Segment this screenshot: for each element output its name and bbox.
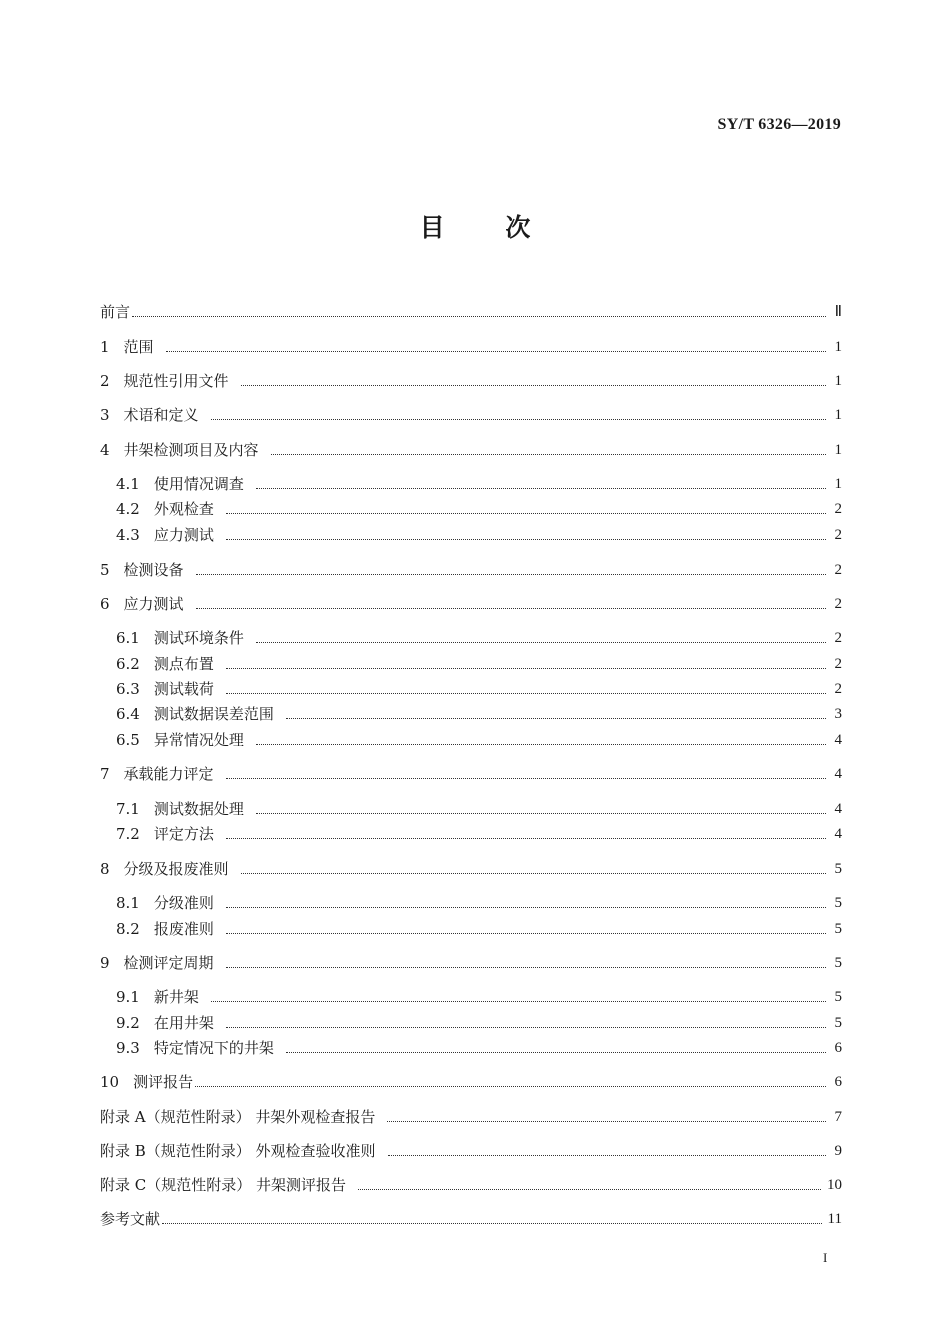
toc-entry-page: Ⅱ <box>834 304 842 320</box>
toc-entry-label: 报废准则 <box>153 920 214 938</box>
toc-entry-8-2[interactable] <box>116 918 842 940</box>
toc-entry-number: 6.2 <box>116 655 140 673</box>
dot-leader <box>286 1051 826 1053</box>
toc-entry-page: 2 <box>834 527 842 543</box>
toc-entry-page: 4 <box>834 766 842 782</box>
toc-entry-label: 前言 <box>100 303 131 321</box>
toc-entry-number: 6 <box>100 595 110 613</box>
dot-leader <box>241 872 826 874</box>
toc-entry-number: 4 <box>100 441 110 459</box>
toc-entry-page: 2 <box>834 656 842 672</box>
toc-entry-number: 3 <box>100 406 110 424</box>
toc-entry-page: 2 <box>834 630 842 646</box>
toc-entry-page: 5 <box>834 989 842 1005</box>
toc-entry-number: 6.4 <box>116 705 140 723</box>
toc-entry-appendix-a[interactable] <box>100 1106 842 1128</box>
toc-entry-6-5[interactable] <box>116 729 842 751</box>
toc-entry-page: 6 <box>834 1074 842 1090</box>
toc-entry-9-2[interactable] <box>116 1012 842 1034</box>
toc-entry-page: 5 <box>834 921 842 937</box>
toc-entry-label: 外观检查 <box>153 500 214 518</box>
toc-entry-label: 井架检测项目及内容 <box>123 441 259 459</box>
toc-entry-label: 使用情况调查 <box>153 475 244 493</box>
toc-entry-4-3[interactable] <box>116 524 842 546</box>
toc-entry-page: 1 <box>834 442 842 458</box>
toc-entry-number: 4.2 <box>116 500 140 518</box>
toc-entry-number: 4.3 <box>116 526 140 544</box>
toc-entry-label: 附录 C（规范性附录） 井架测评报告 <box>100 1176 347 1194</box>
toc-entry-page: 2 <box>834 562 842 578</box>
toc-entry-6-2[interactable] <box>116 653 842 675</box>
title-char-2: 次 <box>505 213 531 242</box>
dot-leader <box>226 966 826 968</box>
toc-entry-6[interactable] <box>100 593 842 615</box>
dot-leader <box>256 487 826 489</box>
dot-leader <box>226 932 826 934</box>
toc-entry-appendix-b[interactable] <box>100 1140 842 1162</box>
toc-entry-7-2[interactable] <box>116 823 842 845</box>
toc-entry-label: 参考文献 <box>100 1210 161 1228</box>
toc-entry-7[interactable] <box>100 763 842 785</box>
toc-entry-label: 测试环境条件 <box>153 629 244 647</box>
toc-entry-label: 测评报告 <box>133 1073 194 1091</box>
dot-leader <box>387 1120 826 1122</box>
toc-entry-4-2[interactable] <box>116 498 842 520</box>
toc-entry-page: 4 <box>834 826 842 842</box>
toc-entry-label: 评定方法 <box>153 825 214 843</box>
toc-entry-foreword[interactable] <box>100 301 842 323</box>
toc-entry-label: 测试数据误差范围 <box>153 705 274 723</box>
toc-entry-page: 5 <box>834 1015 842 1031</box>
toc-entry-label: 异常情况处理 <box>153 731 244 749</box>
toc-entry-9-1[interactable] <box>116 986 842 1008</box>
toc-entry-1[interactable] <box>100 336 842 358</box>
toc-entry-6-4[interactable] <box>116 703 842 725</box>
dot-leader <box>256 743 826 745</box>
dot-leader <box>196 573 826 575</box>
toc-entry-label: 在用井架 <box>153 1014 214 1032</box>
toc-entry-page: 7 <box>834 1109 842 1125</box>
toc-entry-appendix-c[interactable] <box>100 1174 842 1196</box>
toc-entry-number: 8.1 <box>116 894 140 912</box>
toc-entry-6-3[interactable] <box>116 678 842 700</box>
dot-leader <box>226 777 826 779</box>
toc-entry-number: 9.1 <box>116 988 140 1006</box>
dot-leader <box>358 1188 821 1190</box>
toc-entry-label: 检测设备 <box>123 561 184 579</box>
toc-entry-page: 1 <box>834 407 842 423</box>
toc-entry-label: 附录 B（规范性附录） 外观检查验收准则 <box>100 1142 376 1160</box>
toc-entry-number: 8 <box>100 860 110 878</box>
toc-entry-9-3[interactable] <box>116 1037 842 1059</box>
toc-entry-number: 5 <box>100 561 110 579</box>
toc-entry-page: 10 <box>827 1177 842 1193</box>
dot-leader <box>195 1085 826 1087</box>
toc-entry-page: 4 <box>834 732 842 748</box>
toc-entry-label: 新井架 <box>153 988 199 1006</box>
toc-entry-page: 6 <box>834 1040 842 1056</box>
toc-entry-number: 9.3 <box>116 1039 140 1057</box>
dot-leader <box>132 315 826 317</box>
toc-entry-page: 5 <box>834 895 842 911</box>
toc-entry-page: 1 <box>834 339 842 355</box>
toc-entry-page: 2 <box>834 681 842 697</box>
toc-entry-references[interactable] <box>100 1208 842 1230</box>
toc-entry-label: 分级准则 <box>153 894 214 912</box>
dot-leader <box>166 350 826 352</box>
toc-entry-page: 9 <box>834 1143 842 1159</box>
toc-entry-label: 术语和定义 <box>123 406 199 424</box>
toc-entry-number: 10 <box>100 1073 120 1091</box>
dot-leader <box>211 1000 826 1002</box>
toc-entry-10[interactable] <box>100 1071 842 1093</box>
dot-leader <box>226 1026 826 1028</box>
toc-entry-page: 1 <box>834 373 842 389</box>
toc-entry-number: 7.1 <box>116 800 140 818</box>
toc-entry-number: 8.2 <box>116 920 140 938</box>
toc-entry-label: 检测评定周期 <box>123 954 214 972</box>
dot-leader <box>162 1222 822 1224</box>
toc-entry-number: 4.1 <box>116 475 140 493</box>
toc-entry-number: 6.5 <box>116 731 140 749</box>
toc-entry-page: 5 <box>834 955 842 971</box>
toc-entry-number: 7 <box>100 765 110 783</box>
toc-entry-4[interactable] <box>100 439 842 461</box>
toc-entry-3[interactable] <box>100 404 842 426</box>
toc-entry-6-1[interactable] <box>116 627 842 649</box>
toc-entry-7-1[interactable] <box>116 798 842 820</box>
title-char-1: 目 <box>419 213 445 242</box>
toc-entry-number: 6.3 <box>116 680 140 698</box>
toc-entry-number: 7.2 <box>116 825 140 843</box>
dot-leader <box>226 667 826 669</box>
toc-entry-label: 测试数据处理 <box>153 800 244 818</box>
toc-entry-label: 测试载荷 <box>153 680 214 698</box>
toc-entry-number: 6.1 <box>116 629 140 647</box>
dot-leader <box>256 812 826 814</box>
toc-entry-page: 1 <box>834 476 842 492</box>
dot-leader <box>241 384 826 386</box>
dot-leader <box>226 692 826 694</box>
toc-entry-number: 9 <box>100 954 110 972</box>
toc-entry-8[interactable] <box>100 858 842 880</box>
toc-entry-label: 附录 A（规范性附录） 井架外观检查报告 <box>100 1108 376 1126</box>
dot-leader <box>196 607 826 609</box>
toc-entry-8-1[interactable] <box>116 892 842 914</box>
toc-entry-page: 2 <box>834 596 842 612</box>
toc-entry-number: 9.2 <box>116 1014 140 1032</box>
toc-entry-page: 5 <box>834 861 842 877</box>
toc-entry-label: 测点布置 <box>153 655 214 673</box>
toc-entry-label: 特定情况下的井架 <box>153 1039 274 1057</box>
toc-entry-label: 范围 <box>123 338 154 356</box>
dot-leader <box>211 418 826 420</box>
dot-leader <box>256 641 826 643</box>
page-number: I <box>823 1250 828 1265</box>
dot-leader <box>226 837 826 839</box>
dot-leader <box>226 512 826 514</box>
toc-entry-label: 应力测试 <box>123 595 184 613</box>
toc-entry-page: 11 <box>827 1211 842 1227</box>
toc-entry-number: 1 <box>100 338 110 356</box>
dot-leader <box>388 1154 826 1156</box>
dot-leader <box>286 717 826 719</box>
toc-entry-5[interactable] <box>100 559 842 581</box>
toc-entry-page: 4 <box>834 801 842 817</box>
toc-entry-label: 规范性引用文件 <box>123 372 229 390</box>
toc-entry-4-1[interactable] <box>116 473 842 495</box>
toc-entry-label: 分级及报废准则 <box>123 860 229 878</box>
standard-code: SY/T 6326—2019 <box>717 116 841 133</box>
dot-leader <box>226 906 826 908</box>
toc-entry-2[interactable] <box>100 370 842 392</box>
toc-entry-label: 承载能力评定 <box>123 765 214 783</box>
toc-entry-page: 2 <box>834 501 842 517</box>
dot-leader <box>226 538 826 540</box>
toc-entry-9[interactable] <box>100 952 842 974</box>
toc-entry-page: 3 <box>834 706 842 722</box>
toc-entry-number: 2 <box>100 372 110 390</box>
dot-leader <box>271 453 826 455</box>
toc-entry-label: 应力测试 <box>153 526 214 544</box>
